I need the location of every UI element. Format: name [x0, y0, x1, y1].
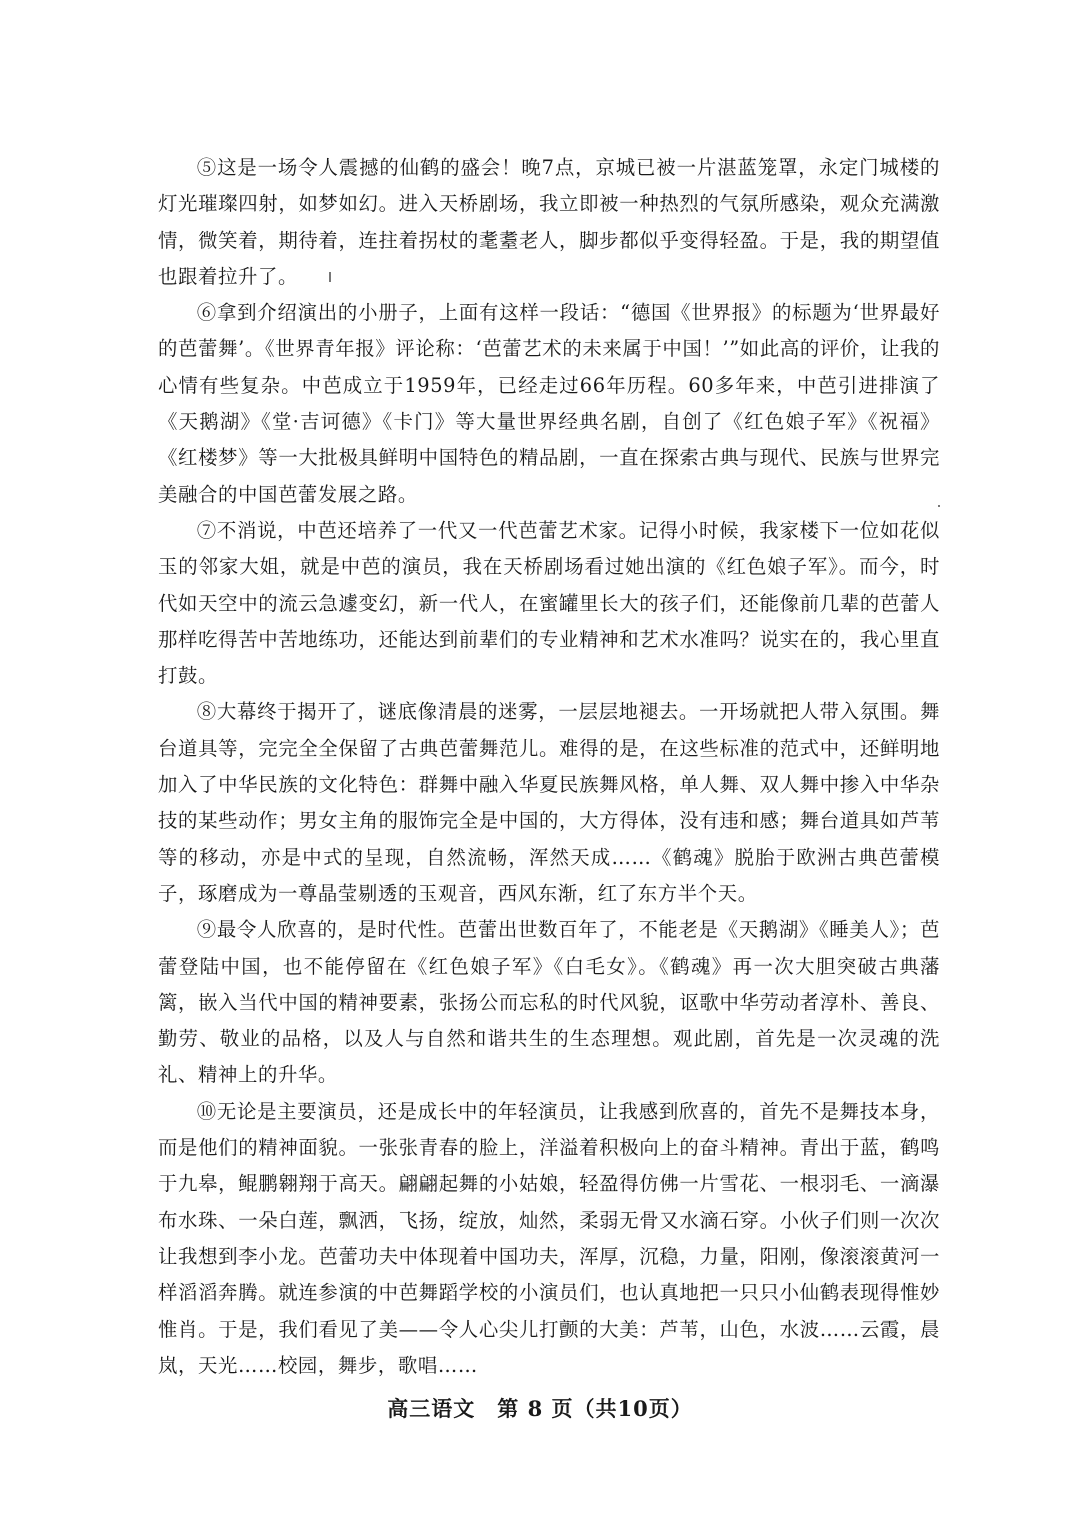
paragraph-6: ⑥拿到介绍演出的小册子，上面有这样一段话：“德国《世界报》的标题为‘世界最好的芭蕾舞’。《世界青年报》评论称：‘芭蕾艺术的未来属于中国！’”如此高的评价，让我的心情有些复杂。中芭成立于1959年，已经走过66年历程。60多年来，中芭引进排演了《天鹅湖》《堂·吉诃德》《卡门》等大量世界经典名剧，自创了《红色娘子军》《祝福》《红楼梦》等一大批极具鲜明中国特色的精品剧，一直在探索古典与现代、民族与世界完美融合的中国芭蕾发展之路。: [158, 301, 940, 506]
page-footer: 高三语文 第 8 页（共10页）: [387, 1396, 693, 1421]
scan-speck: [938, 505, 940, 507]
paragraph-7: ⑦不消说，中芭还培养了一代又一代芭蕾艺术家。记得小时候，我家楼下一位如花似玉的邻家大姐，就是中芭的演员，我在天桥剧场看过她出演的《红色娘子军》。而今，时代如天空中的流云急遽变幻，新一代人，在蜜罐里长大的孩子们，还能像前几辈的芭蕾人那样吃得苦中苦地练功，还能达到前辈们的专业精神和艺术水准吗？说实在的，我心里直打鼓。: [158, 518, 940, 688]
paragraph-8: ⑧大幕终于揭开了，谜底像清晨的迷雾，一层层地褪去。一开场就把人带入氛围。舞台道具等，完完全全保留了古典芭蕾舞范儿。难得的是，在这些标准的范式中，还鲜明地加入了中华民族的文化特色：群舞中融入华夏民族舞风格，单人舞、双人舞中掺入中华杂技的某些动作；男女主角的服饰完全是中国的，大方得体，没有违和感；舞台道具如芦苇等的移动，亦是中式的呈现，自然流畅，浑然天成……《鹤魂》脱胎于欧洲古典芭蕾模子，琢磨成为一尊晶莹剔透的玉观音，西风东渐，红了东方半个天。: [158, 700, 940, 905]
paragraph-9: ⑨最令人欣喜的，是时代性。芭蕾出世数百年了，不能老是《天鹅湖》《睡美人》；芭蕾登陆中国，也不能停留在《红色娘子军》《白毛女》。《鹤魂》再一次大胆突破古典藩篱，嵌入当代中国的精神要素，张扬公而忘私的时代风貌，讴歌中华劳动者淳朴、善良、勤劳、敬业的品格，以及人与自然和谐共生的生态理想。观此剧，首先是一次灵魂的洗礼、精神上的升华。: [158, 918, 940, 1087]
paragraph-5: ⑤这是一场令人震撼的仙鹤的盛会！晚7点，京城已被一片湛蓝笼罩，永定门城楼的灯光璀璨四射，如梦如幻。进入天桥剧场，我立即被一种热烈的气氛所感染，观众充满激情，微笑着，期待着，连拄着拐杖的耄耋老人，脚步都似乎变得轻盈。于是，我的期望值也跟着拉升了。: [158, 156, 940, 288]
scan-speck: [329, 272, 331, 282]
article-body: [158, 150, 940, 1384]
paragraph-10: ⑩无论是主要演员，还是成长中的年轻演员，让我感到欣喜的，首先不是舞技本身，而是他们的精神面貌。一张张青春的脸上，洋溢着积极向上的奋斗精神。青出于蓝，鹤鸣于九皋，鲲鹏翱翔于高天。翩翩起舞的小姑娘，轻盈得仿佛一片雪花、一根羽毛、一滴瀑布水珠、一朵白莲，飘洒，飞扬，绽放，灿然，柔弱无骨又水滴石穿。小伙子们则一次次让我想到李小龙。芭蕾功夫中体现着中国功夫，浑厚，沉稳，力量，阳刚，像滚滚黄河一样滔滔奔腾。就连参演的中芭舞蹈学校的小演员们，也认真地把一只只小仙鹤表现得惟妙惟肖。于是，我们看见了美——令人心尖儿打颤的大美：芦苇，山色，水波……云霞，晨岚，天光……校园，舞步，歌唱……: [158, 1099, 940, 1377]
